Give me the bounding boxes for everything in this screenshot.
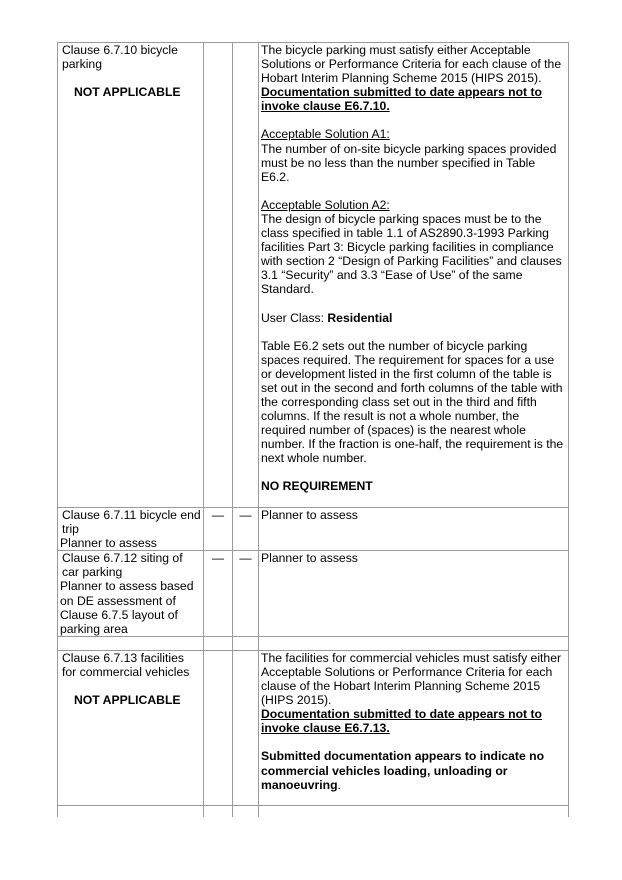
empty-cell (259, 636, 569, 650)
clause-note: Planner to assess (60, 536, 157, 551)
empty-cell (204, 805, 233, 817)
user-class-label: User Class: (261, 310, 324, 325)
dash-cell: — (204, 508, 233, 551)
paragraph: The design of bicycle parking spaces must be to the class specified in table 1.1 of AS2890.3-1993 Parking facilities Part 3: Bicycle parking facilities in compliance with section 2 “Design of Parking Facilities” and clauses 3.1 “Security” and 3.3 “Ease of Use” of the same Standard. (261, 211, 562, 297)
dash-cell: — (233, 551, 259, 637)
clause-cell (58, 508, 204, 551)
empty-cell (58, 805, 204, 817)
empty-cell (204, 650, 233, 805)
assessment-cell: Planner to assess (259, 508, 569, 551)
empty-cell (233, 636, 259, 650)
table-row (58, 43, 569, 508)
paragraph: The facilities for commercial vehicles must satisfy either Acceptable Solutions or Performance Criteria for each clause of the Hobart Interim Planning Scheme 2015 (HIPS 2015). (261, 650, 562, 708)
status-label: NOT APPLICABLE (74, 85, 181, 100)
solution-heading: Acceptable Solution A2: (261, 197, 390, 212)
status-label: NOT APPLICABLE (74, 693, 181, 708)
requirement-result: NO REQUIREMENT (261, 479, 373, 494)
dash-cell: — (204, 551, 233, 637)
clause-title: Clause 6.7.11 bicycle end trip (62, 508, 201, 537)
user-class (261, 311, 566, 325)
clause-cell (58, 650, 204, 805)
spacer-row (58, 636, 569, 650)
table-row (58, 508, 569, 551)
empty-cell (233, 805, 259, 817)
finding-text: Submitted documentation appears to indicate no commercial vehicles loading, unloading or manoeuvring (261, 749, 545, 792)
notice-text: Documentation submitted to date appears not to invoke clause E6.7.13. (261, 707, 543, 736)
assessment-cell (259, 650, 569, 805)
assessment-table (57, 42, 569, 817)
paragraph (261, 749, 566, 791)
empty-cell (58, 636, 204, 650)
finding-end: . (337, 777, 341, 792)
clause-note: Planner to assess based on DE assessment of Clause 6.7.5 layout of parking area (60, 579, 194, 636)
solution-heading: Acceptable Solution A1: (261, 127, 390, 142)
notice-text: Documentation submitted to date appears not to invoke clause E6.7.10. (261, 85, 543, 114)
empty-cell (259, 805, 569, 817)
empty-cell (204, 636, 233, 650)
clause-cell (58, 43, 204, 508)
assessment-cell: Planner to assess (259, 551, 569, 637)
empty-cell (204, 43, 233, 508)
clause-title: Clause 6.7.12 siting of car parking (62, 551, 183, 580)
paragraph: The number of on-site bicycle parking spaces provided must be no less than the number specified in Table E6.2. (261, 141, 557, 184)
clause-title: Clause 6.7.10 bicycle parking (62, 43, 178, 72)
paragraph: Table E6.2 sets out the number of bicycle parking spaces required. The requirement for spaces for a use or development listed in the first column of the table is set out in the second and forth columns of the table with the corresponding class set out in the third and fifth columns. If the result is not a whole number, the required number of (spaces) is the nearest whole number. If the fraction is one-half, the requirement is the next whole number. (261, 338, 564, 466)
clause-title: Clause 6.7.13 facilities for commercial vehicles (62, 650, 190, 679)
dash-cell: — (233, 508, 259, 551)
user-class-value: Residential (327, 310, 393, 325)
paragraph: The bicycle parking must satisfy either Acceptable Solutions or Performance Criteria for each clause of the Hobart Interim Planning Scheme 2015 (HIPS 2015). (261, 43, 562, 86)
empty-cell (233, 650, 259, 805)
table-row (58, 650, 569, 805)
assessment-cell (259, 43, 569, 508)
clause-cell (58, 551, 204, 637)
table-row (58, 551, 569, 637)
table-row (58, 805, 569, 817)
empty-cell (233, 43, 259, 508)
